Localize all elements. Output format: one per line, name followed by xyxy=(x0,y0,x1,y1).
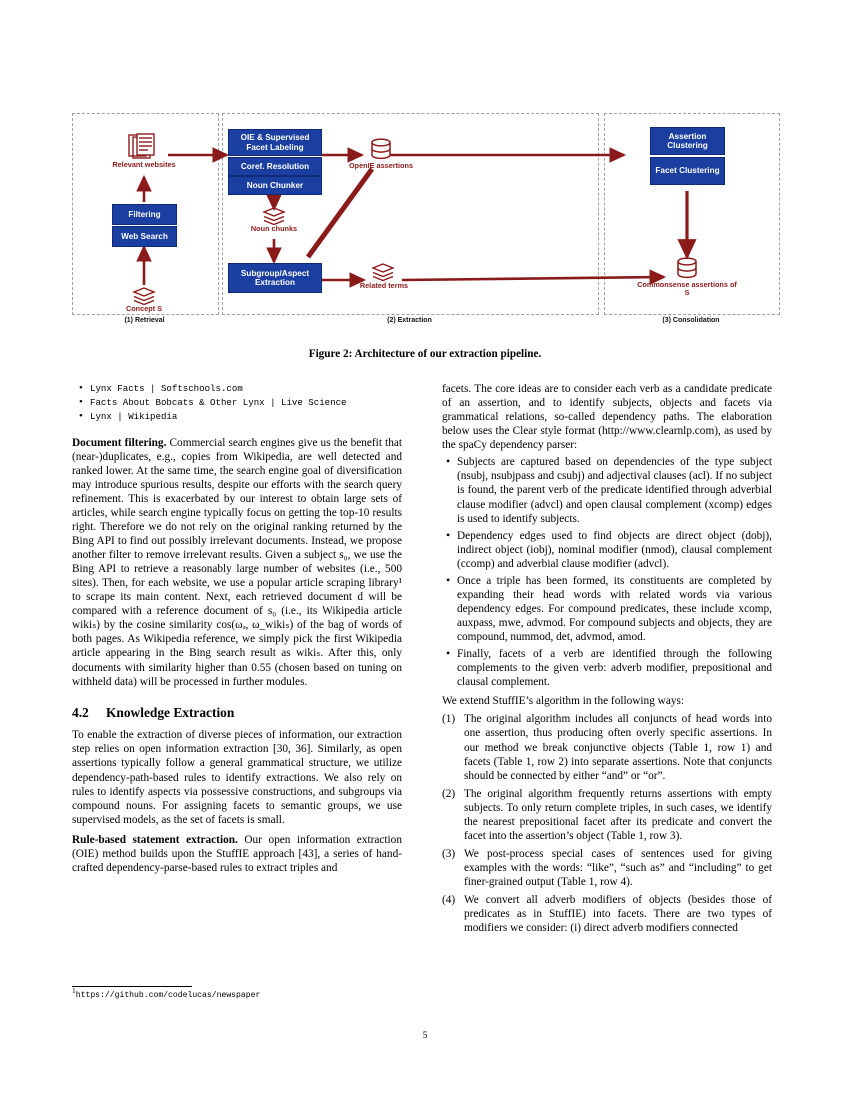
figure-caption: Figure 2: Architecture of our extraction pipeline. xyxy=(308,348,542,360)
dependency-bullet-list xyxy=(442,455,772,689)
left-column xyxy=(72,382,402,875)
list-item-text: The original algorithm frequently returns assertions with empty subjects. To only return complete triples, in such cases, we identify the nearest prepositional facet after its predicate and convert the facet into the assertion’s object (Table 1, row 3). xyxy=(464,787,772,842)
list-marker: (4) xyxy=(442,894,456,907)
paragraph-continued: facets. The core ideas are to consider each verb as a candidate predicate of an assertion, and to identify subjects, objects and facets via grammatical relations, so-called dependency paths. The elaboration below uses the Clear style format (http://www.clearnlp.com), as used by the spaCy dependency parser: xyxy=(442,383,772,452)
list-item-text: We post-process special cases of sentences used for giving examples with the words: “like”, “such as” and “including” to get finer-grained output (Table 1, row 4). xyxy=(464,847,772,889)
stage-label-consolidation: (3) Consolidation xyxy=(662,317,720,324)
node-facet-clustering: Facet Clustering xyxy=(650,157,725,185)
extension-numbered-list xyxy=(442,712,772,935)
node-web-search: Web Search xyxy=(112,226,177,247)
footnote-rule xyxy=(72,986,192,987)
relevant-websites-label: Relevant websites xyxy=(112,160,176,169)
noun-chunks-icon xyxy=(262,207,286,225)
right-column xyxy=(442,382,772,939)
list-item: • Lynx | Wikipedia xyxy=(90,410,402,423)
concept-s-icon xyxy=(132,287,156,305)
footnote-marker: 1 xyxy=(72,986,76,996)
node-filtering: Filtering xyxy=(112,204,177,225)
footnote-url: https://github.com/codelucas/newspaper xyxy=(75,991,261,1000)
list-item: • Subjects are captured based on dependencies of the type subject (nsubj, nsubjpass and csubj) and adjectival clauses (acl). If no subject is found, the parent verb of the predicate identified through adverbial clause modifier (advcl) and open clausal complement (xcomp) edges is used to identify subjects. xyxy=(457,455,772,525)
openie-assertions-label: OpenIE assertions xyxy=(348,161,414,170)
list-item: • Dependency edges used to find objects are direct object (dobj), indirect object (iobj), nominal modifier (nmod), clausal complement (ccomp) and adverbial clause modifier (advcl). xyxy=(457,529,772,571)
list-item xyxy=(442,847,772,889)
noun-chunks-label: Noun chunks xyxy=(250,224,298,233)
commonsense-assertions-label: Commonsense assertions of S xyxy=(637,280,737,298)
section-title: Knowledge Extraction xyxy=(106,704,235,720)
paragraph-rule-based-body: Our open information extraction (OIE) method builds upon the StuffIE approach [43], a series of hand-crafted dependency-parse-based rules to extract triples and xyxy=(72,833,402,874)
paragraph-rule-based xyxy=(72,833,402,875)
page-number: 5 xyxy=(422,1030,428,1040)
commonsense-assertions-icon xyxy=(675,257,699,281)
list-item: • Facts About Bobcats & Other Lynx | Live Science xyxy=(90,396,402,409)
source-list xyxy=(72,382,402,424)
list-marker: (3) xyxy=(442,847,456,860)
paragraph-document-filtering-body: Commercial search engines give us the benefit that (near-)duplicates, e.g., copies from Wikipedia, are well detected and ranked lower. At the same time, the search engine goal of diversification may introduce spurious results, despite our efforts with the search query refinement. This is exacerbated by our interest to obtain large sets of articles, while search engine typically focus on getting the top-10 results right. Therefore we do not rely on the original ranking returned by the Bing API to find out possibly irrelevant documents. Instead, we propose another filter to remove irrelevant results. Given a subject s₀, we use the Bing API to retrieve a reasonably large number of websites (i.e., 500 sites). Then, for each website, we use a popular article scraping library¹ to scrape its main content. Next, each retrieved document d will be compared with a reference document of s₀ (i.e., its Wikipedia article wikiₛ) by the cosine similarity cos(ωₔ, ω_wikiₛ) of the bag of words of both pages. As Wikipedia reference, we simply pick the first Wikipedia article appearing in the Bing search result as wikiₛ. After this, only documents with similarity higher than 0.55 (chosen based on tuning on withheld data) will be processed in further modules. xyxy=(72,436,403,688)
node-noun-chunker: Noun Chunker xyxy=(228,176,322,195)
footnote xyxy=(72,986,402,1002)
list-item xyxy=(442,712,772,782)
list-marker: (1) xyxy=(442,713,456,726)
relevant-websites-icon xyxy=(127,133,161,159)
list-item: • Finally, facets of a verb are identified through the following complements to the given verb: adverb modifier, prepositional and clausal complement. xyxy=(457,647,772,689)
list-item-text: We convert all adverb modifiers of objects (besides those of predicates as in StuffIE) into facets. There are two types of modifiers we consider: (i) direct adverb modifiers connected xyxy=(464,894,772,935)
paragraph-knowledge-extraction: To enable the extraction of diverse pieces of information, our extraction step relies on open information extraction [30, 36]. Similarly, as open assertions typically follow a general grammatical structure, we utilize dependency-path-based rules to identify extractions. We also rely on rules to identify aspects via possessive constructions, and subgroups via compound nouns. For assigning facets to semantic groups, we use supervised models, as the set of facets is small. xyxy=(72,729,402,826)
runin-document-filtering: Document filtering. xyxy=(72,436,167,449)
node-assertion-clustering: Assertion Clustering xyxy=(650,127,725,155)
openie-assertions-icon xyxy=(369,138,393,162)
section-heading-knowledge-extraction xyxy=(72,705,402,722)
paragraph-document-filtering xyxy=(72,436,402,689)
section-number: 4.2 xyxy=(72,704,89,720)
related-terms-icon xyxy=(371,263,395,281)
stage-label-retrieval: (1) Retrieval xyxy=(124,317,165,324)
node-oie-facet-labeling: OIE & Supervised Facet Labeling xyxy=(228,129,322,156)
concept-s-label: Concept S xyxy=(125,304,163,313)
related-terms-label: Related terms xyxy=(359,281,409,290)
list-item xyxy=(442,787,772,843)
figure-architecture xyxy=(72,105,778,345)
node-coref-resolution: Coref. Resolution xyxy=(228,157,322,176)
paragraph-extend-intro: We extend StuffIE’s algorithm in the following ways: xyxy=(442,695,685,708)
list-item xyxy=(442,893,772,935)
node-subgroup-aspect-extraction: Subgroup/Aspect Extraction xyxy=(228,263,322,293)
stage-label-extraction: (2) Extraction xyxy=(387,317,432,324)
list-marker: (2) xyxy=(442,787,456,800)
runin-rule-based: Rule-based statement extraction. xyxy=(72,833,238,846)
list-item: • Lynx Facts | Softschools.com xyxy=(90,382,402,395)
list-item-text: The original algorithm includes all conjuncts of head words into one assertion, thus producing often overly specific assertions. In our method we break conjunctive objects (Table 1, row 1) and facets (Table 1, row 2) into separate assertions. Note that conjuncts should be connected by either “and” or “or”. xyxy=(464,713,772,782)
list-item: • Once a triple has been formed, its constituents are completed by expanding their head words with related words via various dependency edges. For compound predicates, these include xcomp, auxpass, mwe, advmod. For compound subjects and objects, they are compound, nummod, det, advmod, amod. xyxy=(457,574,772,644)
